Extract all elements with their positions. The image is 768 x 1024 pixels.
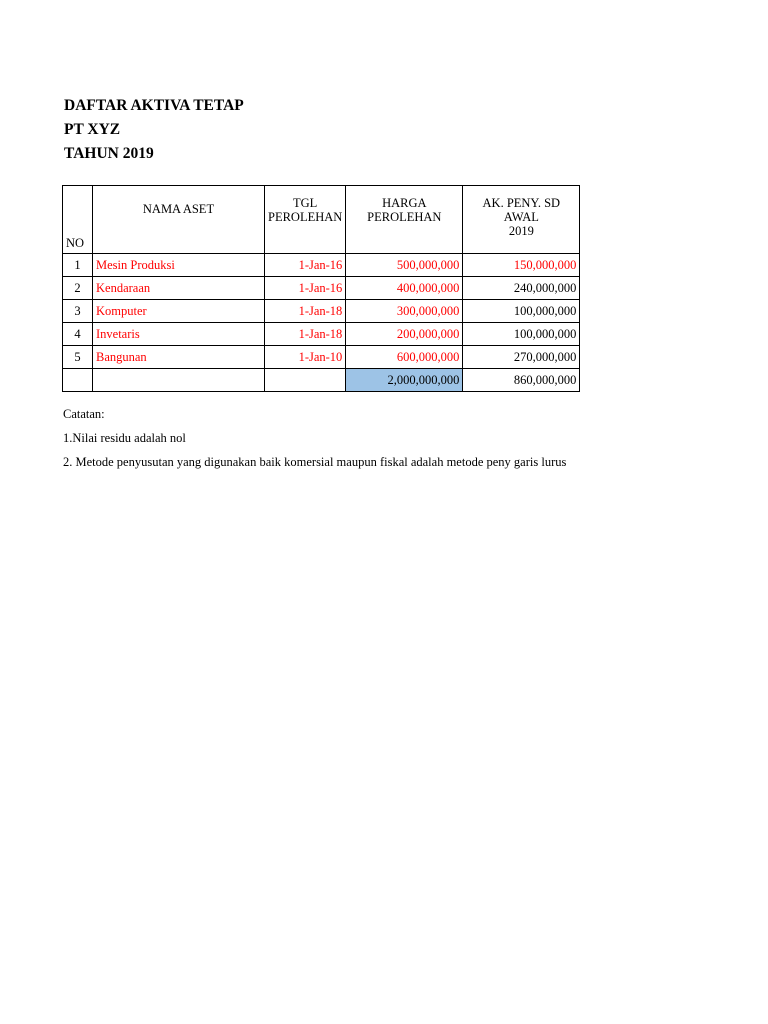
header-ak-line1: AK. PENY. SD AWAL — [482, 196, 561, 224]
title-year: TAHUN 2019 — [64, 145, 154, 162]
table-header-row — [63, 186, 580, 254]
title-company-name: PT XYZ — [64, 121, 121, 138]
header-no: NO — [63, 186, 93, 254]
header-harga-perolehan — [346, 186, 463, 254]
cell-harga: 400,000,000 — [346, 277, 463, 300]
cell-tgl: 1-Jan-18 — [265, 323, 346, 346]
cell-tgl: 1-Jan-16 — [265, 254, 346, 277]
cell-no: 3 — [63, 300, 93, 323]
table-row — [63, 346, 580, 369]
title-daftar-aktiva-tetap: DAFTAR AKTIVA TETAP — [64, 97, 244, 114]
cell-tgl: 1-Jan-10 — [265, 346, 346, 369]
header-tgl-perolehan — [265, 186, 346, 254]
header-harga-line1: HARGA — [382, 196, 427, 210]
fixed-assets-table — [62, 185, 580, 392]
cell-empty — [265, 369, 346, 392]
cell-ak-peny: 100,000,000 — [463, 300, 580, 323]
cell-nama-aset: Kendaraan — [93, 277, 265, 300]
header-tgl-line2: PEROLEHAN — [268, 210, 343, 224]
cell-ak-peny: 150,000,000 — [463, 254, 580, 277]
note-item-1: 1.Nilai residu adalah nol — [63, 431, 186, 445]
cell-ak-peny: 100,000,000 — [463, 323, 580, 346]
table-total-row — [63, 369, 580, 392]
table-row — [63, 277, 580, 300]
header-harga-line2: PEROLEHAN — [367, 210, 442, 224]
cell-no: 1 — [63, 254, 93, 277]
cell-nama-aset: Invetaris — [93, 323, 265, 346]
cell-no: 4 — [63, 323, 93, 346]
cell-ak-peny: 240,000,000 — [463, 277, 580, 300]
table-row — [63, 254, 580, 277]
cell-no: 2 — [63, 277, 93, 300]
cell-tgl: 1-Jan-18 — [265, 300, 346, 323]
cell-total-harga: 2,000,000,000 — [346, 369, 463, 392]
cell-harga: 200,000,000 — [346, 323, 463, 346]
header-ak-line2: 2019 — [508, 224, 534, 238]
cell-ak-peny: 270,000,000 — [463, 346, 580, 369]
cell-no: 5 — [63, 346, 93, 369]
table-row — [63, 323, 580, 346]
header-tgl-line1: TGL — [293, 196, 318, 210]
cell-total-ak-peny: 860,000,000 — [463, 369, 580, 392]
notes-heading: Catatan: — [63, 407, 105, 421]
note-item-2: 2. Metode penyusutan yang digunakan baik komersial maupun fiskal adalah metode peny garis lurus — [63, 455, 567, 469]
cell-harga: 300,000,000 — [346, 300, 463, 323]
cell-nama-aset: Mesin Produksi — [93, 254, 265, 277]
cell-harga: 600,000,000 — [346, 346, 463, 369]
cell-empty — [93, 369, 265, 392]
cell-nama-aset: Bangunan — [93, 346, 265, 369]
cell-harga: 500,000,000 — [346, 254, 463, 277]
cell-nama-aset: Komputer — [93, 300, 265, 323]
cell-tgl: 1-Jan-16 — [265, 277, 346, 300]
cell-empty — [63, 369, 93, 392]
table-row — [63, 300, 580, 323]
header-nama-aset: NAMA ASET — [93, 186, 265, 254]
header-ak-peny — [463, 186, 580, 254]
